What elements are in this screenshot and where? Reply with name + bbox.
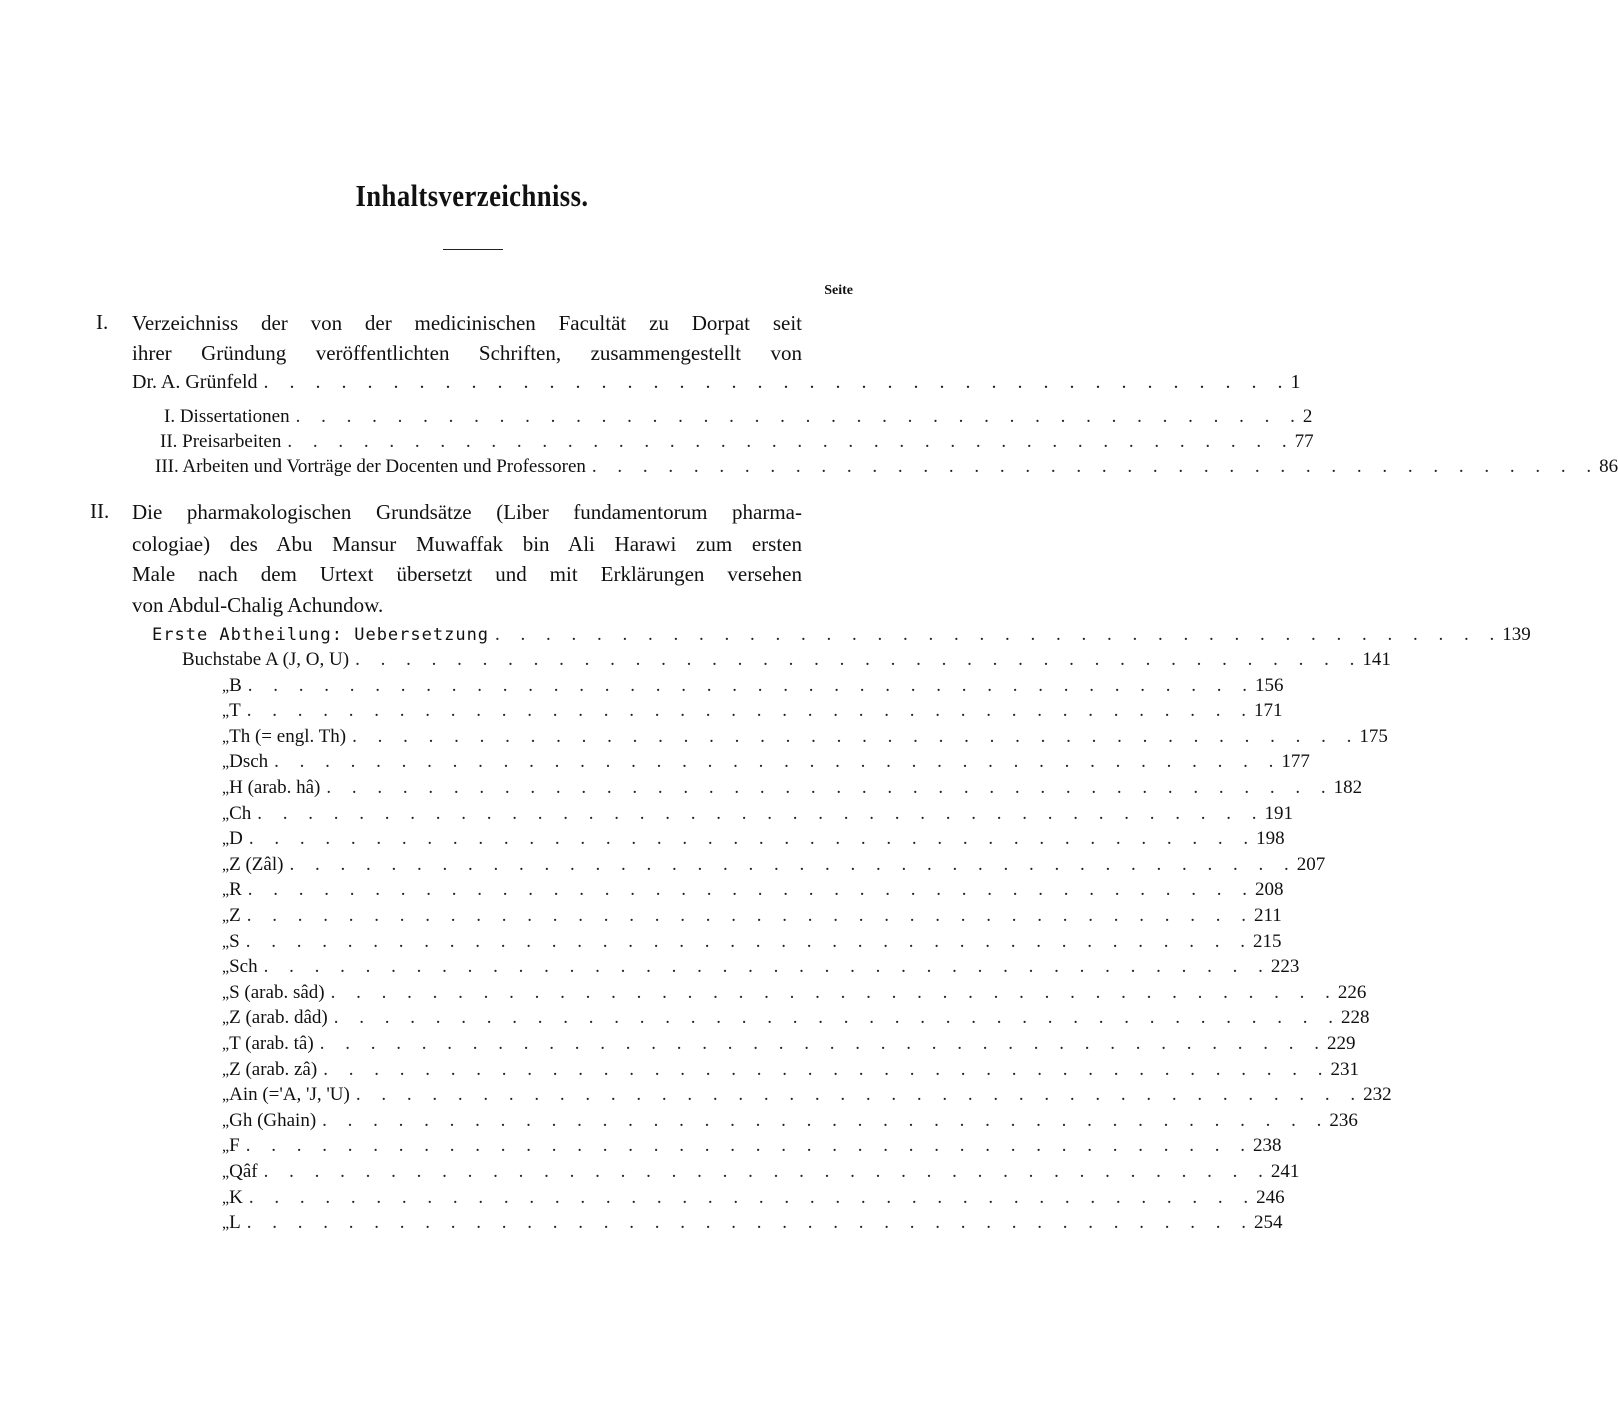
dot-leader: . . . . . . . . . . . . . . . . . . . . . . . . . . . . . . . . . . . . . . . . [330, 981, 1338, 1003]
ditto-mark: „ [222, 1215, 230, 1233]
toc-entry-label: Dr. A. Grünfeld [132, 371, 258, 393]
toc-letter-entry[interactable] [222, 1005, 1370, 1030]
dot-leader: . . . . . . . . . . . . . . . . . . . . . . . . . . . . . . . . . . . . . . . . [355, 1084, 1364, 1106]
dot-leader: . . . . . . . . . . . . . . . . . . . . . . . . . . . . . . . . . . . . . . . . [263, 1161, 1271, 1182]
toc-letter-entry[interactable] [222, 852, 1326, 877]
dot-leader: . . . . . . . . . . . . . . . . . . . . . . . . . . . . . . . . . . . . . . . . [263, 371, 1291, 393]
ditto-mark: „ [222, 1164, 230, 1181]
dot-leader: . . . . . . . . . . . . . . . . . . . . . . . . . . . . . . . . . . . . . . . . [247, 879, 1256, 901]
dot-leader: . . . . . . . . . . . . . . . . . . . . . . . . . . . . . . . . . . . . . . . . [263, 956, 1271, 978]
letter-page: 177 [1281, 751, 1310, 773]
ditto-mark: „ [222, 805, 230, 823]
ditto-mark: „ [222, 728, 230, 746]
ditto-mark: „ [222, 984, 230, 1002]
letter-page: 238 [1252, 1135, 1282, 1157]
section-2-number: II. [90, 499, 110, 523]
dot-leader: . . . . . . . . . . . . . . . . . . . . . . . . . . . . . . . . . . . . . . . . [355, 649, 1363, 670]
letter-label: T (arab. tâ) [229, 1033, 314, 1054]
toc-entry-page: 86 [1599, 456, 1618, 477]
letter-page: 231 [1330, 1058, 1359, 1080]
letter-label: Ain (='A, 'J, 'U) [229, 1084, 350, 1106]
letter-page: 215 [1252, 930, 1282, 952]
letter-label: Z (arab. zâ) [229, 1058, 318, 1080]
letter-page: 141 [1362, 649, 1391, 670]
toc-letter-entry[interactable] [222, 826, 1285, 851]
toc-entry-author[interactable] [132, 370, 1301, 395]
toc-subentry-preisarbeiten[interactable] [160, 429, 1314, 454]
letter-label: B [229, 674, 242, 696]
toc-letter-entry[interactable] [222, 775, 1363, 800]
dot-leader: . . . . . . . . . . . . . . . . . . . . . . . . . . . . . . . . . . . . . . . . [495, 624, 1503, 645]
letter-page: 232 [1363, 1084, 1392, 1106]
toc-letter-entry[interactable] [182, 647, 1391, 672]
ditto-mark: „ [222, 1112, 230, 1130]
section-1-number: I. [96, 310, 109, 334]
toc-entry-erste-abtheilung[interactable] [152, 622, 1531, 647]
toc-letter-entry[interactable] [222, 877, 1284, 902]
dot-leader: . . . . . . . . . . . . . . . . . . . . . . . . . . . . . . . . . . . . . . . . [248, 828, 1257, 850]
letter-page: 208 [1255, 879, 1284, 901]
dot-leader: . . . . . . . . . . . . . . . . . . . . . . . . . . . . . . . . . . . . . . . . [352, 725, 1360, 747]
toc-letter-entry[interactable] [222, 1082, 1392, 1107]
letter-page: 182 [1333, 777, 1363, 798]
dot-leader: . . . . . . . . . . . . . . . . . . . . . . . . . . . . . . . . . . . . . . . . [295, 406, 1303, 427]
toc-letter-entry[interactable] [222, 929, 1282, 954]
toc-letter-entry[interactable] [222, 1159, 1300, 1184]
section-2-line-2: cologiae) des Abu Mansur Muwaffak bin Ali Harawi zum ersten [132, 532, 802, 556]
toc-entry-label: I. Dissertationen [164, 406, 290, 427]
letter-label: S (arab. sâd) [229, 981, 325, 1003]
toc-entry-page: 2 [1302, 406, 1313, 427]
dot-leader: . . . . . . . . . . . . . . . . . . . . . . . . . . . . . . . . . . . . . . . . [248, 1186, 1257, 1208]
dot-leader: . . . . . . . . . . . . . . . . . . . . . . . . . . . . . . . . . . . . . . . . [323, 1058, 1331, 1080]
dot-leader: . . . . . . . . . . . . . . . . . . . . . . . . . . . . . . . . . . . . . . . . [246, 905, 1254, 926]
dot-leader: . . . . . . . . . . . . . . . . . . . . . . . . . . . . . . . . . . . . . . . . [333, 1007, 1341, 1029]
ditto-mark: „ [222, 677, 230, 695]
toc-letter-entry[interactable] [222, 1210, 1283, 1235]
dot-leader: . . . . . . . . . . . . . . . . . . . . . . . . . . . . . . . . . . . . . . . . [591, 456, 1600, 477]
dot-leader: . . . . . . . . . . . . . . . . . . . . . . . . . . . . . . . . . . . . . . . . [322, 1109, 1330, 1131]
dot-leader: . . . . . . . . . . . . . . . . . . . . . . . . . . . . . . . . . . . . . . . . [246, 1212, 1254, 1234]
dot-leader: . . . . . . . . . . . . . . . . . . . . . . . . . . . . . . . . . . . . . . . . [245, 930, 1253, 952]
letter-page: 246 [1256, 1186, 1285, 1208]
letter-label: R [229, 879, 242, 901]
letter-page: 229 [1326, 1033, 1356, 1054]
toc-letter-entry[interactable] [222, 1185, 1285, 1210]
toc-entry-label: II. Preisarbeiten [160, 431, 282, 452]
section-2-line-1: Die pharmakologischen Grundsätze (Liber fundamentorum pharma- [132, 500, 802, 524]
letter-page: 207 [1296, 853, 1326, 875]
letter-page: 254 [1253, 1212, 1283, 1234]
letter-page: 236 [1329, 1109, 1358, 1131]
section-1-line-2: ihrer Gründung veröffentlichten Schriften, zusammengestellt von [132, 341, 802, 365]
toc-entry-page: 1 [1290, 371, 1301, 393]
ditto-mark: „ [222, 1138, 230, 1156]
buchstabe-label: Buchstabe [182, 649, 262, 670]
toc-entry-page: 77 [1294, 431, 1314, 452]
toc-letter-entry[interactable] [222, 801, 1294, 826]
toc-letter-entry[interactable] [222, 673, 1284, 698]
letter-label: H (arab. hâ) [229, 777, 321, 798]
toc-letter-entry[interactable] [222, 954, 1300, 979]
ditto-mark: „ [222, 856, 230, 874]
toc-entry-label: III. Arbeiten und Vorträge der Docenten und Professoren [155, 456, 586, 477]
ditto-mark: „ [222, 882, 230, 900]
dot-leader: . . . . . . . . . . . . . . . . . . . . . . . . . . . . . . . . . . . . . . . . [247, 674, 1256, 696]
toc-letter-entry[interactable] [222, 1133, 1282, 1158]
dot-leader: . . . . . . . . . . . . . . . . . . . . . . . . . . . . . . . . . . . . . . . . [326, 777, 1334, 798]
dot-leader: . . . . . . . . . . . . . . . . . . . . . . . . . . . . . . . . . . . . . . . . [289, 853, 1297, 875]
letter-label: Sch [229, 956, 258, 978]
page-title: Inhaltsverzeichniss. [355, 178, 589, 213]
toc-letter-entry[interactable] [222, 698, 1283, 723]
ditto-mark: „ [222, 780, 230, 797]
letter-label: Th (= engl. Th) [229, 725, 347, 747]
letter-label: Z (Zâl) [229, 853, 284, 875]
letter-page: 223 [1270, 956, 1300, 978]
letter-page: 211 [1253, 905, 1282, 926]
toc-letter-entry[interactable] [222, 1057, 1359, 1082]
letter-label: K [229, 1186, 243, 1208]
section-1-line-1: Verzeichniss der von der medicinischen Facultät zu Dorpat seit [132, 311, 802, 335]
letter-page: 156 [1255, 674, 1284, 696]
toc-subentry-dissertationen[interactable] [164, 404, 1313, 429]
ditto-mark: „ [222, 1189, 230, 1207]
letter-label: A (J, O, U) [265, 649, 350, 670]
toc-letter-entry[interactable] [222, 903, 1282, 928]
toc-entry-label: Erste Abtheilung: Uebersetzung [152, 625, 490, 645]
dot-leader: . . . . . . . . . . . . . . . . . . . . . . . . . . . . . . . . . . . . . . . . [274, 751, 1282, 773]
ditto-mark: „ [222, 908, 230, 925]
dot-leader: . . . . . . . . . . . . . . . . . . . . . . . . . . . . . . . . . . . . . . . . [257, 802, 1265, 824]
ditto-mark: „ [222, 933, 230, 951]
letter-label: Gh (Ghain) [229, 1109, 317, 1131]
letter-label: L [229, 1212, 241, 1234]
toc-letter-entry[interactable] [222, 1031, 1356, 1056]
section-2-line-4: von Abdul-Chalig Achundow. [132, 593, 384, 617]
toc-letter-entry[interactable] [222, 980, 1367, 1005]
ditto-mark: „ [222, 1036, 230, 1053]
letter-label: Ch [229, 802, 252, 824]
letter-label: F [229, 1135, 240, 1157]
letter-label: D [229, 828, 243, 850]
letter-label: Z [229, 905, 241, 926]
ditto-mark: „ [222, 959, 230, 977]
dot-leader: . . . . . . . . . . . . . . . . . . . . . . . . . . . . . . . . . . . . . . . . [245, 1135, 1253, 1157]
letter-label: T [229, 700, 241, 722]
letter-page: 198 [1256, 828, 1285, 850]
letter-label: S [229, 930, 240, 952]
ditto-mark: „ [222, 1010, 230, 1028]
toc-letter-entry[interactable] [222, 1108, 1358, 1133]
dot-leader: . . . . . . . . . . . . . . . . . . . . . . . . . . . . . . . . . . . . . . . . [319, 1033, 1327, 1054]
ditto-mark: „ [222, 831, 230, 849]
ditto-mark: „ [222, 1061, 230, 1079]
dot-leader: . . . . . . . . . . . . . . . . . . . . . . . . . . . . . . . . . . . . . . . . [287, 431, 1295, 452]
letter-label: Z (arab. dâd) [229, 1007, 328, 1029]
toc-subentry-arbeiten[interactable] [155, 454, 1618, 479]
letter-label: Dsch [229, 751, 269, 773]
toc-letter-entry[interactable] [222, 724, 1388, 749]
toc-letter-entry[interactable] [222, 749, 1310, 774]
letter-page: 191 [1264, 802, 1294, 824]
toc-entry-page: 139 [1502, 624, 1531, 645]
letter-page: 226 [1337, 981, 1367, 1003]
letter-page: 241 [1270, 1161, 1300, 1182]
letter-page: 228 [1341, 1007, 1370, 1029]
ditto-mark: „ [222, 1087, 230, 1105]
letter-page: 175 [1359, 725, 1388, 747]
title-divider [443, 249, 503, 250]
section-2-line-3: Male nach dem Urtext übersetzt und mit Erklärungen versehen [132, 562, 802, 586]
ditto-mark: „ [222, 754, 230, 772]
letter-page: 171 [1253, 700, 1283, 722]
page-column-header: Seite [824, 283, 853, 298]
letter-label: Qâf [229, 1161, 258, 1182]
ditto-mark: „ [222, 703, 230, 721]
dot-leader: . . . . . . . . . . . . . . . . . . . . . . . . . . . . . . . . . . . . . . . . [246, 700, 1254, 722]
